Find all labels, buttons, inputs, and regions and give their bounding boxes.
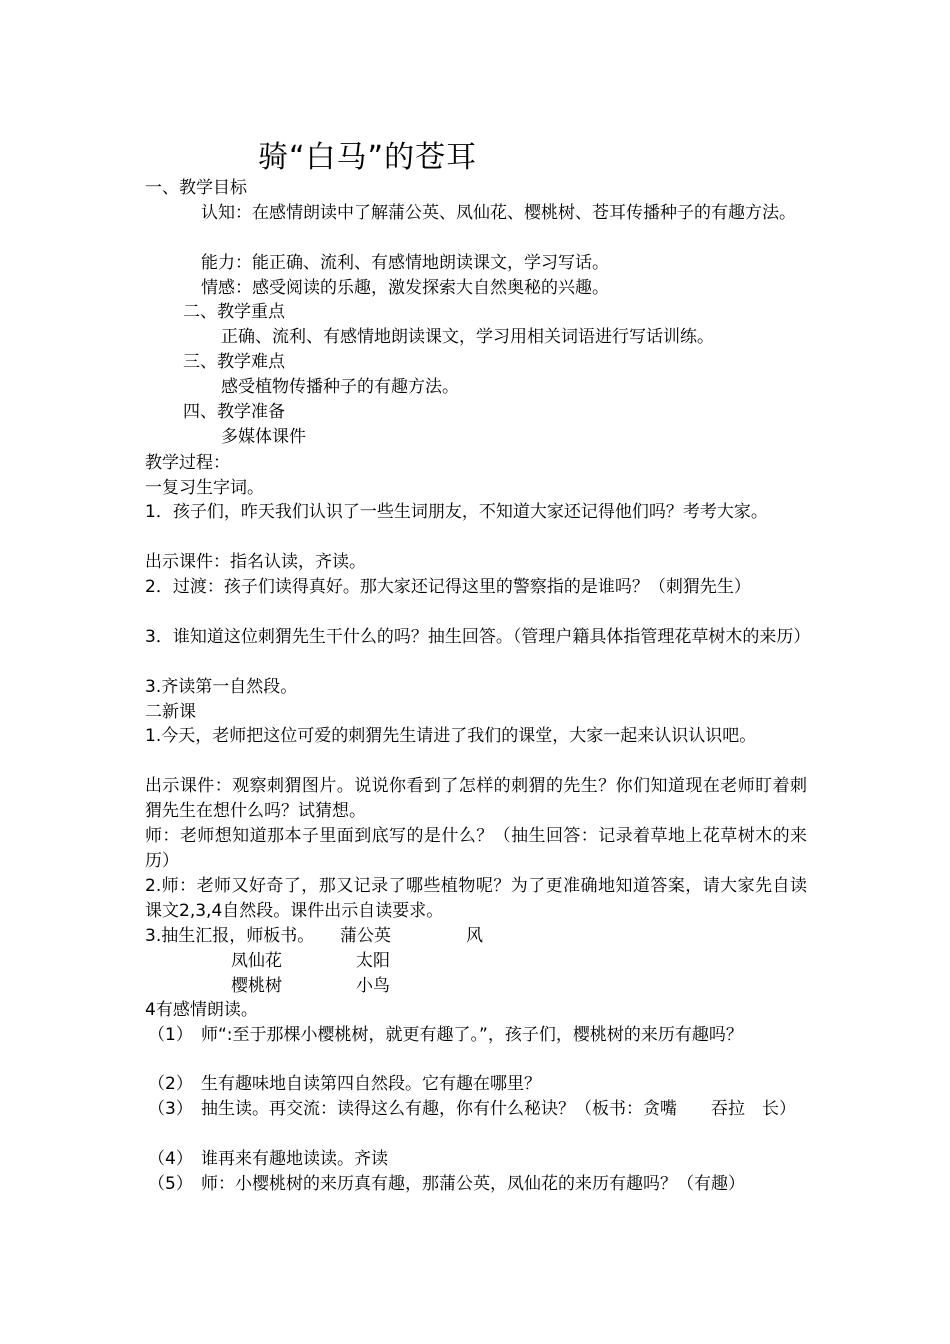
board-plant-1: 蒲公英 <box>340 926 391 946</box>
new-paragraph-3: 3.抽生汇报，师板书。 <box>145 926 315 946</box>
new-lesson-heading: 二新课 <box>145 702 196 722</box>
step-text: 抽生读。再交流：读得这么有趣，你有什么秘诀？（板书：贪嘴 吞拉 长） <box>201 1099 796 1119</box>
review-heading: 一复习生字词。 <box>145 478 264 498</box>
board-agent-2: 太阳 <box>356 951 390 971</box>
review-paragraph-1b: 出示课件：指名认读，齐读。 <box>145 552 366 572</box>
review-paragraph-1: 1．孩子们，昨天我们认识了一些生词朋友，不知道大家还记得他们吗？考考大家。 <box>145 502 768 522</box>
step-text: 师“:至于那棵小樱桃树，就更有趣了。”，孩子们，樱桃树的来历有趣吗？ <box>201 1025 743 1045</box>
goals-heading: 一、教学目标 <box>145 178 247 198</box>
difficulty-text: 感受植物传播种子的有趣方法。 <box>221 377 459 397</box>
new-paragraph-1c: 师：老师想知道那本子里面到底写的是什么？（抽生回答：记录着草地上花草树木的来历） <box>145 826 807 871</box>
step-number: （5） <box>148 1174 193 1194</box>
new-paragraph-1b: 出示课件：观察刺猬图片。说说你看到了怎样的刺猬的先生？你们知道现在老师盯着刺猬先生在想什么吗？试猜想。 <box>145 776 807 821</box>
key-text: 正确、流利、有感情地朗读课文，学习用相关词语进行写话训练。 <box>221 327 714 347</box>
step-number: （1） <box>148 1025 193 1045</box>
goal-cognition: 认知：在感情朗读中了解蒲公英、凤仙花、樱桃树、苍耳传播种子的有趣方法。 <box>201 203 796 223</box>
step-text: 谁再来有趣地读读。齐读 <box>201 1149 388 1169</box>
process-heading: 教学过程： <box>145 453 230 473</box>
review-paragraph-2: 2．过渡：孩子们读得真好。那大家还记得这里的警察指的是谁吗？（刺猬先生） <box>145 577 751 597</box>
review-paragraph-3b: 3.齐读第一自然段。 <box>145 677 298 697</box>
board-plant-3: 樱桃树 <box>231 976 282 996</box>
difficulty-heading: 三、教学难点 <box>183 352 285 372</box>
prep-heading: 四、教学准备 <box>183 402 285 422</box>
new-paragraph-2: 2.师：老师又好奇了，那又记录了哪些植物呢？为了更准确地知道答案，请大家先自读课文2,3,4自然段。课件出示自读要求。 <box>145 876 807 921</box>
goal-ability: 能力：能正确、流利、有感情地朗读课文，学习写话。 <box>201 253 609 273</box>
review-paragraph-3: 3．谁知道这位刺猬先生干什么的吗？抽生回答。（管理户籍具体指管理花草树木的来历） <box>145 627 811 647</box>
new-paragraph-4: 4有感情朗读。 <box>145 1000 258 1020</box>
goal-emotion: 情感：感受阅读的乐趣，激发探索大自然奥秘的兴趣。 <box>201 278 609 298</box>
key-heading: 二、教学重点 <box>183 302 285 322</box>
prep-text: 多媒体课件 <box>221 427 306 447</box>
board-plant-2: 凤仙花 <box>231 951 282 971</box>
step-number: （2） <box>148 1074 193 1094</box>
document-title: 骑“白马”的苍耳 <box>258 140 478 175</box>
board-agent-3: 小鸟 <box>356 976 390 996</box>
new-paragraph-1: 1.今天，老师把这位可爱的刺猬先生请进了我们的课堂，大家一起来认识认识吧。 <box>145 726 757 746</box>
board-agent-1: 风 <box>466 926 483 946</box>
step-number: （3） <box>148 1099 193 1119</box>
step-text: 师：小樱桃树的来历真有趣，那蒲公英，凤仙花的来历有趣吗？（有趣） <box>201 1174 745 1194</box>
step-number: （4） <box>148 1149 193 1169</box>
step-text: 生有趣味地自读第四自然段。它有趣在哪里？ <box>201 1074 541 1094</box>
